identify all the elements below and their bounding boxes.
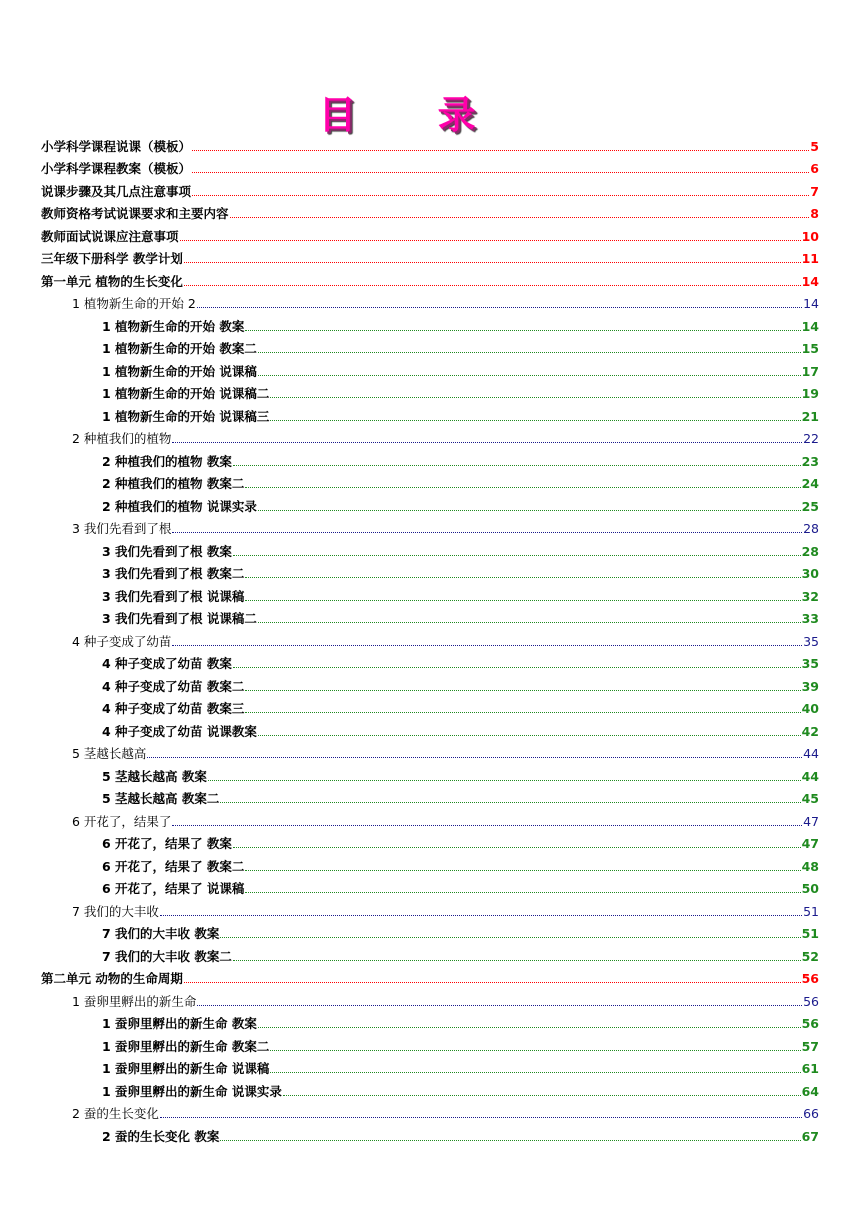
toc-page-number: 14 [801, 318, 819, 334]
toc-page-number: 35 [801, 656, 819, 671]
toc-entry[interactable] [41, 155, 819, 178]
toc-dot-leader [245, 577, 800, 578]
toc-page-number: 50 [801, 881, 819, 896]
toc-page-number: 56 [801, 971, 819, 986]
toc-dot-leader [180, 240, 801, 241]
toc-dot-leader [192, 195, 809, 196]
toc-entry[interactable] [41, 582, 819, 605]
toc-entry[interactable] [41, 852, 819, 875]
toc-page-number: 35 [803, 633, 819, 649]
toc-entry-title: 7 我们的大丰收 教案 [102, 926, 220, 941]
toc-page-number: 44 [803, 746, 819, 761]
toc-entry-title: 教师资格考试说课要求和主要内容 [41, 206, 229, 221]
toc-dot-leader [233, 960, 801, 961]
toc-page-number: 10 [801, 228, 819, 244]
toc-entry-title: 第二单元 动物的生命周期 [41, 971, 183, 986]
toc-dot-leader [172, 532, 802, 533]
toc-entry[interactable] [41, 1077, 819, 1100]
toc-page-number: 14 [801, 273, 819, 289]
toc-page-number: 17 [801, 363, 819, 379]
toc-entry-title: 1 蚕卵里孵出的新生命 说课稿 [102, 1061, 270, 1076]
toc-dot-leader [258, 735, 801, 736]
toc-entry[interactable] [41, 177, 819, 200]
toc-dot-leader [172, 442, 802, 443]
toc-entry-title: 1 植物新生命的开始 说课稿二 [102, 386, 270, 401]
toc-page-number: 30 [801, 566, 819, 581]
toc-dot-leader [230, 217, 810, 218]
toc-page-number: 40 [801, 701, 819, 716]
toc-entry[interactable] [41, 650, 819, 673]
toc-dot-leader [192, 150, 809, 151]
toc-entry-title: 1 植物新生命的开始 教案二 [102, 341, 257, 356]
toc-dot-leader [245, 600, 800, 601]
toc-dot-leader [208, 780, 801, 781]
toc-entry-title: 3 我们先看到了根 教案 [102, 543, 232, 559]
toc-entry[interactable] [41, 515, 819, 538]
toc-page-number: 11 [801, 251, 819, 266]
toc-entry-title: 3 我们先看到了根 说课稿 [102, 588, 245, 604]
toc-page-number: 66 [803, 1106, 819, 1121]
toc-page-number: 6 [810, 161, 819, 176]
toc-entry-title: 1 蚕卵里孵出的新生命 教案 [102, 1016, 257, 1031]
toc-entry[interactable] [41, 920, 819, 943]
toc-entry-title: 4 种子变成了幼苗 教案 [102, 656, 232, 671]
toc-entry[interactable] [41, 335, 819, 358]
toc-page-number: 45 [801, 791, 819, 806]
toc-entry-title: 三年级下册科学 教学计划 [41, 251, 183, 266]
toc-dot-leader [245, 892, 800, 893]
toc-entry-title: 第一单元 植物的生长变化 [41, 273, 183, 289]
toc-entry[interactable] [41, 695, 819, 718]
toc-entry-title: 1 蚕卵里孵出的新生命 [72, 993, 197, 1009]
toc-dot-leader [220, 937, 800, 938]
toc-entry[interactable] [41, 762, 819, 785]
toc-entry-title: 5 茎越长越高 教案 [102, 768, 207, 784]
toc-entry[interactable] [41, 402, 819, 425]
toc-page-number: 33 [801, 611, 819, 626]
toc-entry[interactable] [41, 1100, 819, 1123]
toc-page-number: 67 [801, 1128, 819, 1144]
toc-entry-title: 5 茎越长越高 教案二 [102, 791, 220, 806]
toc-page-number: 8 [810, 206, 819, 221]
toc-entry[interactable] [41, 132, 819, 155]
toc-entry-title: 小学科学课程说课（模板） [41, 138, 192, 154]
toc-page-number: 51 [803, 903, 819, 919]
toc-entry[interactable] [41, 1122, 819, 1145]
toc-entry[interactable] [41, 222, 819, 245]
toc-page-number: 44 [801, 768, 819, 784]
toc-entry-title: 2 蚕的生长变化 [72, 1106, 159, 1121]
toc-entry[interactable] [41, 470, 819, 493]
toc-page-number: 47 [801, 836, 819, 851]
toc-entry[interactable] [41, 987, 819, 1010]
toc-dot-leader [258, 352, 801, 353]
toc-dot-leader [172, 645, 802, 646]
toc-page-number: 39 [801, 678, 819, 694]
toc-dot-leader [160, 915, 802, 916]
toc-entry-title: 1 植物新生命的开始 说课稿 [102, 363, 257, 379]
toc-entry[interactable] [41, 965, 819, 988]
toc-entry[interactable] [41, 807, 819, 830]
toc-dot-leader [245, 330, 800, 331]
toc-entry-title: 小学科学课程教案（模板） [41, 161, 192, 176]
toc-page-number: 28 [803, 521, 819, 536]
toc-dot-leader [184, 285, 801, 286]
toc-dot-leader [184, 262, 801, 263]
toc-dot-leader [220, 1140, 800, 1141]
toc-dot-leader [233, 555, 801, 556]
toc-entry-title: 4 种子变成了幼苗 说课教案 [102, 723, 257, 739]
toc-entry-title: 3 我们先看到了根 [72, 521, 172, 536]
toc-entry-title: 4 种子变成了幼苗 [72, 633, 172, 649]
toc-page-number: 51 [801, 926, 819, 941]
toc-page-number: 14 [803, 296, 819, 311]
toc-page-number: 25 [801, 498, 819, 514]
toc-dot-leader [258, 622, 801, 623]
toc-page-number: 52 [801, 948, 819, 964]
toc-dot-leader [160, 1117, 802, 1118]
toc-entry[interactable] [41, 312, 819, 335]
toc-dot-leader [184, 982, 801, 983]
toc-page-number: 64 [801, 1083, 819, 1099]
toc-entry[interactable] [41, 492, 819, 515]
toc-dot-leader [233, 465, 801, 466]
toc-dot-leader [220, 802, 800, 803]
toc-dot-leader [233, 847, 801, 848]
toc-dot-leader [270, 420, 800, 421]
toc-page-number: 19 [801, 386, 819, 401]
toc-dot-leader [197, 1005, 802, 1006]
toc-entry-title: 3 我们先看到了根 教案二 [102, 566, 245, 581]
toc-entry[interactable] [41, 267, 819, 290]
toc-dot-leader [258, 1027, 801, 1028]
toc-entry[interactable] [41, 740, 819, 763]
toc-page-number: 32 [801, 588, 819, 604]
toc-dot-leader [258, 375, 801, 376]
toc-entry-title: 4 种子变成了幼苗 教案二 [102, 678, 245, 694]
toc-entry-title: 4 种子变成了幼苗 教案三 [102, 701, 245, 716]
toc-dot-leader [258, 510, 801, 511]
toc-page-number: 47 [803, 813, 819, 829]
toc-entry[interactable] [41, 380, 819, 403]
toc-entry[interactable] [41, 605, 819, 628]
toc-entry-title: 5 茎越长越高 [72, 746, 147, 761]
toc-dot-leader [283, 1095, 801, 1096]
toc-page-number: 24 [801, 476, 819, 491]
toc-entry[interactable] [41, 1055, 819, 1078]
toc-page-number: 15 [801, 341, 819, 356]
toc-entry-title: 1 蚕卵里孵出的新生命 说课实录 [102, 1083, 282, 1099]
toc-dot-leader [197, 307, 802, 308]
toc-entry[interactable] [41, 560, 819, 583]
toc-entry-title: 7 我们的大丰收 [72, 903, 159, 919]
toc-entry-title: 6 开花了，结果了 说课稿 [102, 881, 245, 896]
toc-entry-title: 2 种植我们的植物 教案二 [102, 476, 245, 491]
toc-entry[interactable] [41, 717, 819, 740]
toc-dot-leader [270, 397, 800, 398]
toc-page-number: 21 [801, 408, 819, 424]
toc-entry[interactable] [41, 830, 819, 853]
toc-dot-leader [192, 172, 809, 173]
toc-entry-title: 2 种植我们的植物 说课实录 [102, 498, 257, 514]
toc-entry[interactable] [41, 200, 819, 223]
toc-entry[interactable] [41, 875, 819, 898]
toc-page-number: 23 [801, 453, 819, 469]
toc-page-number: 61 [801, 1061, 819, 1076]
toc-page-number: 42 [801, 723, 819, 739]
toc-entry-title: 2 种植我们的植物 教案 [102, 453, 232, 469]
toc-entry-title: 教师面试说课应注意事项 [41, 228, 179, 244]
toc-dot-leader [245, 870, 800, 871]
toc-dot-leader [245, 690, 800, 691]
toc-entry-title: 2 蚕的生长变化 教案 [102, 1128, 220, 1144]
toc-entry[interactable] [41, 897, 819, 920]
toc-entry[interactable] [41, 1010, 819, 1033]
toc-entry-title: 说课步骤及其几点注意事项 [41, 183, 192, 199]
toc-entry-title: 3 我们先看到了根 说课稿二 [102, 611, 257, 626]
toc-entry-title: 1 蚕卵里孵出的新生命 教案二 [102, 1038, 270, 1054]
toc-entry-title: 6 开花了，结果了 [72, 813, 172, 829]
toc-entry-title: 1 植物新生命的开始 说课稿三 [102, 408, 270, 424]
page-title: 目 录 [318, 93, 510, 137]
toc-page-number: 28 [801, 543, 819, 559]
toc-page-number: 22 [803, 431, 819, 446]
toc-dot-leader [270, 1050, 800, 1051]
toc-entry-title: 1 植物新生命的开始 2 [72, 296, 196, 311]
toc-page-number: 48 [801, 858, 819, 874]
toc-page-number: 56 [803, 993, 819, 1009]
table-of-contents [41, 132, 819, 1145]
toc-entry-title: 1 植物新生命的开始 教案 [102, 318, 245, 334]
toc-entry[interactable] [41, 672, 819, 695]
toc-dot-leader [233, 667, 801, 668]
toc-entry[interactable] [41, 537, 819, 560]
toc-entry-title: 2 种植我们的植物 [72, 431, 172, 446]
toc-entry-title: 7 我们的大丰收 教案二 [102, 948, 232, 964]
toc-entry[interactable] [41, 942, 819, 965]
toc-dot-leader [245, 487, 800, 488]
toc-entry[interactable] [41, 785, 819, 808]
toc-entry[interactable] [41, 447, 819, 470]
toc-dot-leader [270, 1072, 800, 1073]
toc-dot-leader [245, 712, 800, 713]
toc-dot-leader [172, 825, 802, 826]
toc-page-number: 7 [810, 183, 819, 199]
toc-entry[interactable] [41, 1032, 819, 1055]
toc-entry-title: 6 开花了，结果了 教案二 [102, 858, 245, 874]
toc-entry[interactable] [41, 425, 819, 448]
toc-entry[interactable] [41, 245, 819, 268]
toc-dot-leader [147, 757, 802, 758]
toc-entry[interactable] [41, 290, 819, 313]
toc-page-number: 57 [801, 1038, 819, 1054]
toc-page-number: 5 [810, 138, 819, 154]
toc-entry[interactable] [41, 357, 819, 380]
toc-entry[interactable] [41, 627, 819, 650]
toc-entry-title: 6 开花了，结果了 教案 [102, 836, 232, 851]
toc-page-number: 56 [801, 1016, 819, 1031]
